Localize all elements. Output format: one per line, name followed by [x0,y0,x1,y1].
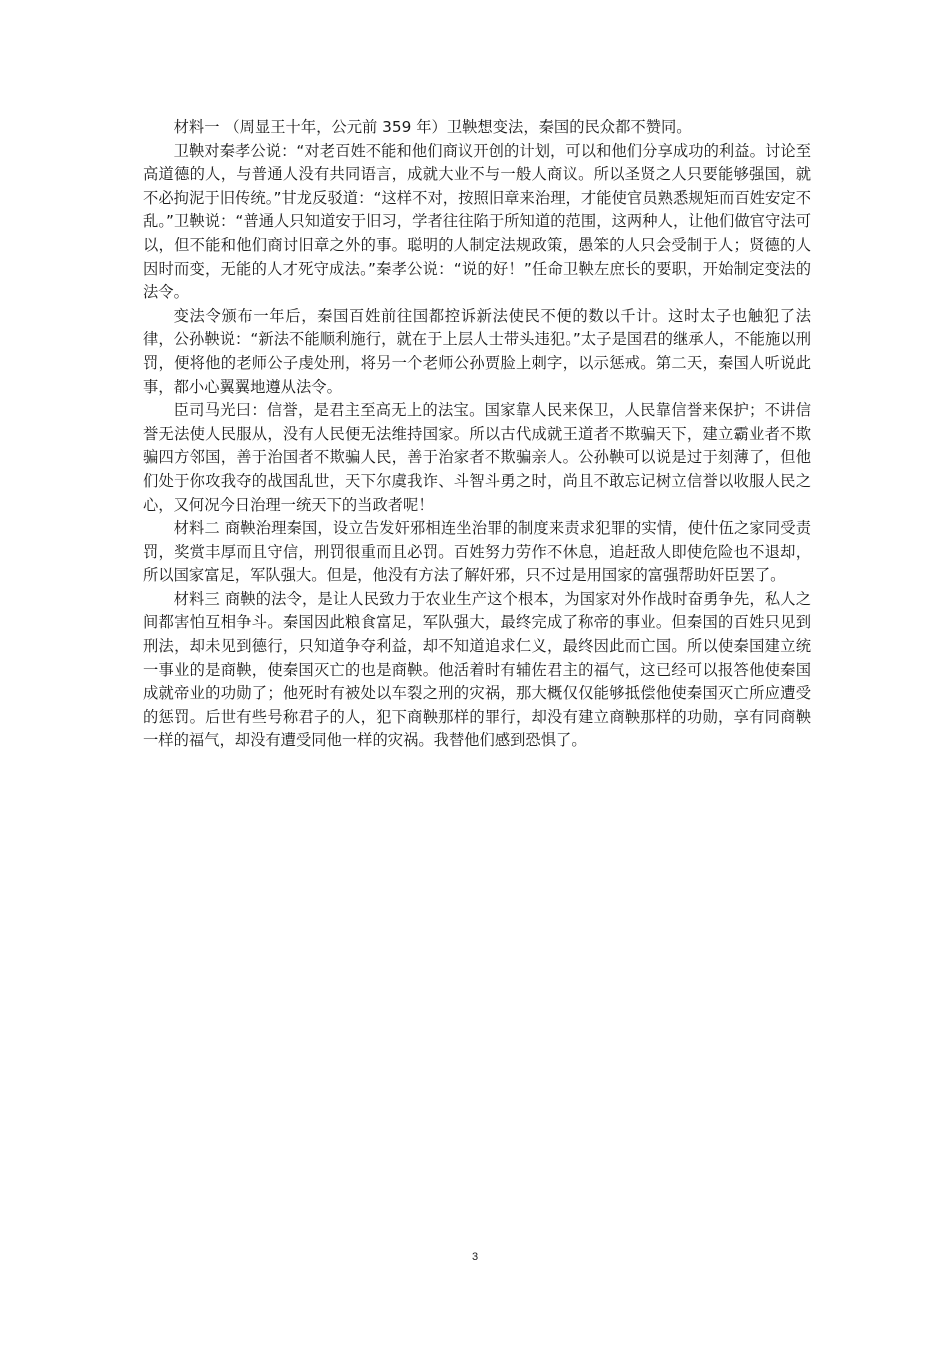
paragraph-sima-guang-comment: 臣司马光曰：信誉，是君主至高无上的法宝。国家靠人民来保卫，人民靠信誉来保护；不讲信誉无法使人民服从，没有人民便无法维持国家。所以古代成就王道者不欺骗天下，建立霸业者不欺骗四方邻国，善于治国者不欺骗人民，善于治家者不欺骗亲人。公孙鞅可以说是过于刻薄了，但他们处于你攻我夺的战国乱世，天下尔虞我诈、斗智斗勇之时，尚且不敢忘记树立信誉以收服人民之心，又何况今日治理一统天下的当政者呢！ [143,401,811,514]
paragraph-wei-yang-debate: 卫鞅对秦孝公说：“对老百姓不能和他们商议开创的计划，可以和他们分享成功的利益。讨论至高道德的人，与普通人没有共同语言，成就大业不与一般人商议。所以圣贤之人只要能够强国，就不必拘泥于旧传统。”甘龙反驳道：“这样不对，按照旧章来治理，才能使官员熟悉规矩而百姓安定不乱。”卫鞅说：“普通人只知道安于旧习，学者往往陷于所知道的范围，这两种人，让他们做官守法可以，但不能和他们商讨旧章之外的事。聪明的人制定法规政策，愚笨的人只会受制于人；贤德的人因时而变，无能的人才死守成法。”秦孝公说：“说的好！”任命卫鞅左庶长的要职，开始制定变法的法令。 [143,141,811,302]
page-number: 3 [471,1251,479,1263]
paragraph-material-two: 材料二 商鞅治理秦国，设立告发奸邪相连坐治罪的制度来责求犯罪的实情，使什伍之家同受责罚，奖赏丰厚而且守信，刑罚很重而且必罚。百姓努力劳作不休息，追赶敌人即使危险也不退却，所以国家富足，军队强大。但是，他没有方法了解奸邪，只不过是用国家的富强帮助奸臣罢了。 [143,519,811,585]
paragraph-material-one-intro: 材料一 （周显王十年，公元前 359 年）卫鞅想变法，秦国的民众都不赞同。 [173,118,692,136]
paragraph-law-enforcement: 变法令颁布一年后，秦国百姓前往国都控诉新法使民不便的数以千计。这时太子也触犯了法律，公孙鞅说：“新法不能顺利施行，就在于上层人士带头违犯。”太子是国君的继承人，不能施以刑罚，便将他的老师公子虔处刑，将另一个老师公孙贾脸上刺字，以示惩戒。第二天，秦国人听说此事，都小心翼翼地遵从法令。 [143,306,811,396]
paragraph-material-three: 材料三 商鞅的法令，是让人民致力于农业生产这个根本，为国家对外作战时奋勇争先，私人之间都害怕互相争斗。秦国因此粮食富足，军队强大，最终完成了称帝的事业。但秦国的百姓只见到刑法，却未见到德行，只知道争夺利益，却不知道追求仁义，最终因此而亡国。所以使秦国建立统一事业的是商鞅，使秦国灭亡的也是商鞅。他活着时有辅佐君主的福气，这已经可以报答他使秦国成就帝业的功勋了；他死时有被处以车裂之刑的灾祸，那大概仅仅能够抵偿他使秦国灭亡所应遭受的惩罚。后世有些号称君子的人，犯下商鞅那样的罪行，却没有建立商鞅那样的功勋，享有同商鞅一样的福气，却没有遭受同他一样的灾祸。我替他们感到恐惧了。 [143,589,811,750]
document-body [143,116,811,753]
